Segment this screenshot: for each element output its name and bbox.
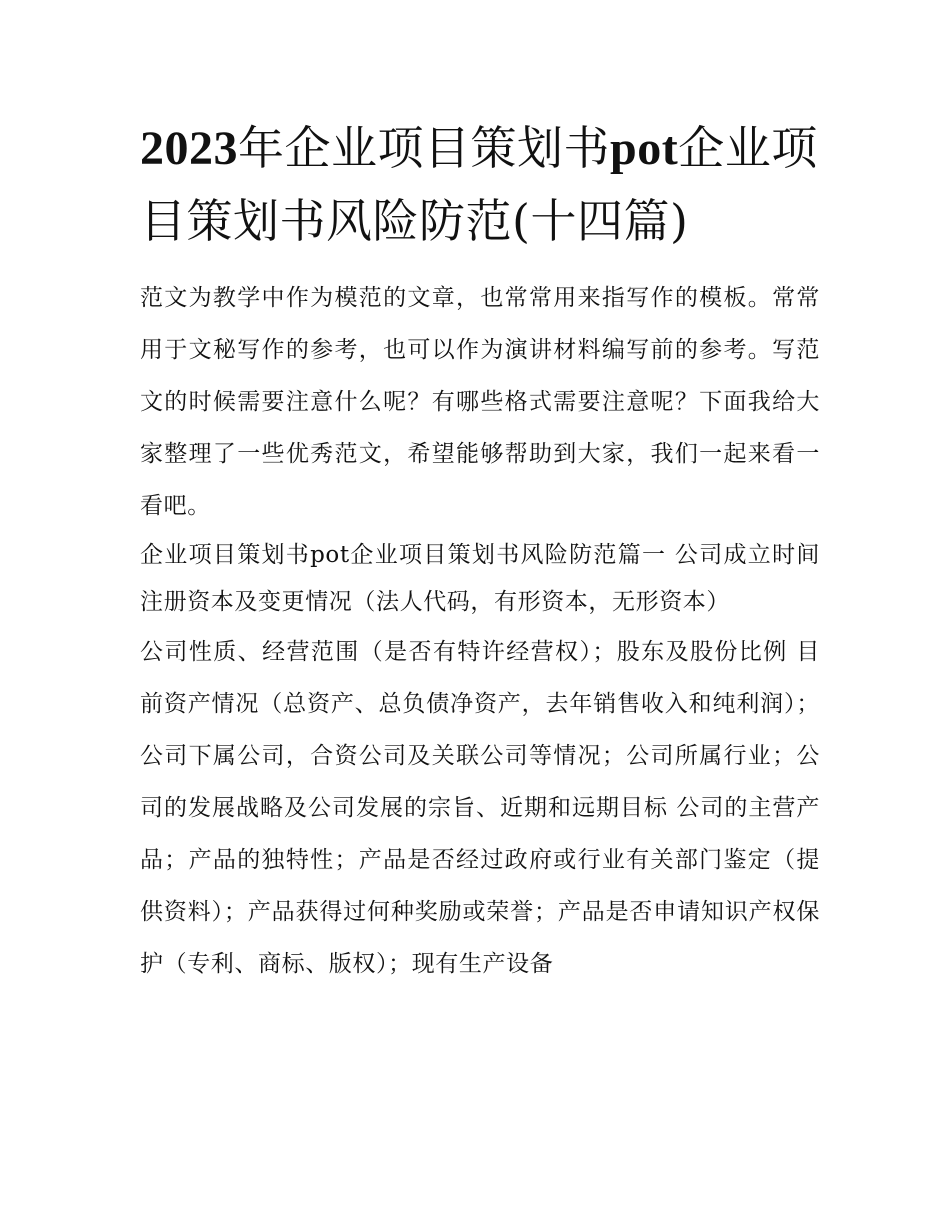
paragraph-company-info: 公司性质、经营范围（是否有特许经营权）；股东及股份比例 目前资产情况（总资产、总负债净资产，去年销售收入和纯利润）；公司下属公司，合资公司及关联公司等情况；公司所属行业；公司的发展战略及公司发展的宗旨、近期和远期目标 公司的主营产品；产品的独特性；产品是否经过政府或行业有关部门鉴定（提供资料）；产品获得过何种奖励或荣誉；产品是否申请知识产权保护（专利、商标、版权）；现有生产设备 <box>140 639 820 977</box>
document-body <box>140 272 820 990</box>
title-text-2: 企业项目策划书风险防范(十四篇) <box>140 121 818 248</box>
document-page <box>140 112 820 990</box>
document-title <box>140 112 820 258</box>
paragraph-intro: 范文为教学中作为模范的文章，也常常用来指写作的模板。常常用于文秘写作的参考，也可以作为演讲材料编写前的参考。写范文的时候需要注意什么呢？有哪些格式需要注意呢？下面我给大家整理了一些优秀范文，希望能够帮助到大家，我们一起来看一看吧。 <box>140 285 820 519</box>
title-year: 2023 <box>140 122 238 175</box>
title-text-1: 年企业项目策划书 <box>238 121 610 175</box>
paragraph-section-1: 企业项目策划书pot企业项目策划书风险防范篇一 公司成立时间 注册资本及变更情况（法人代码，有形资本，无形资本） <box>140 542 820 615</box>
title-latin: pot <box>610 122 679 175</box>
